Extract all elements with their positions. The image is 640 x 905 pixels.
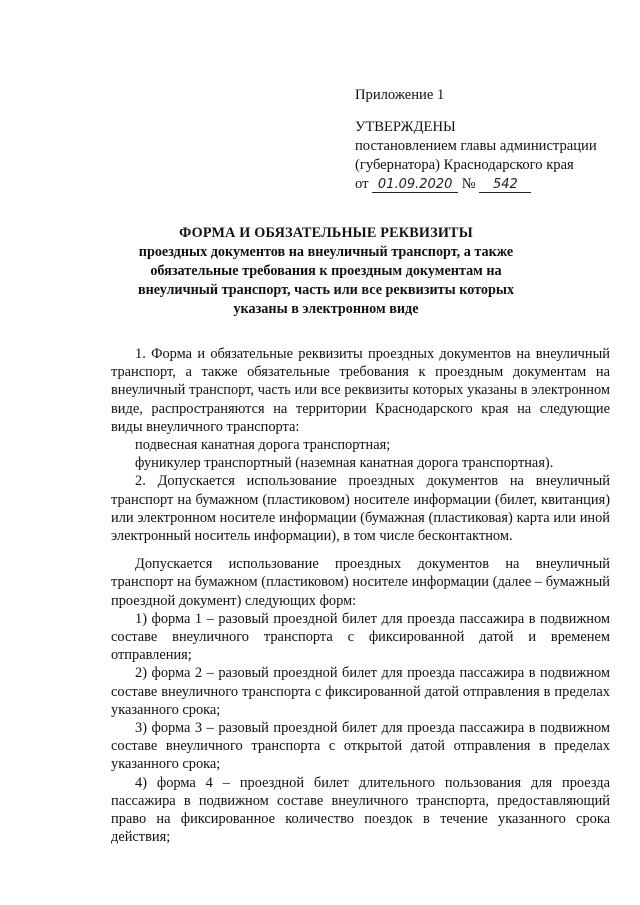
heading-line-3: внеуличный транспорт, часть или все реквизиты которых [137, 282, 515, 298]
document-heading [112, 224, 540, 319]
approved-label: УТВЕРЖДЕНЫ [355, 119, 456, 135]
heading-line-1: проездных документов на внеуличный транспорт, а также [138, 244, 514, 260]
heading-line-4: указаны в электронном виде [233, 301, 419, 317]
list-item-1: 1) форма 1 – разовый проездной билет для проезда пассажира в подвижном составе внеуличного транспорта с фиксированной датой и временем отправления; [111, 610, 610, 664]
heading-line-2: обязательные требования к проездным документам на [150, 263, 502, 279]
from-label: от [355, 176, 369, 192]
paragraph-3: Допускается использование проездных документов на внеуличный транспорт на бумажном (пластиковом) носителе информации (далее – бумажный проездной документ) следующих форм: [111, 556, 610, 609]
handwritten-number: 542 [479, 177, 531, 193]
heading-title: ФОРМА И ОБЯЗАТЕЛЬНЫЕ РЕКВИЗИТЫ [179, 225, 473, 241]
paragraph-2: 2. Допускается использование проездных документов на внеуличный транспорт на бумажном (пластиковом) носителе информации (билет, квитанция) или электронном носителе информации (бумажная (пластиковая) карта или иной электронный носитель информации), в том числе бесконтактном. [111, 473, 610, 545]
paragraph-1-item-b: фуникулер транспортный (наземная канатная дорога транспортная). [135, 455, 554, 472]
approval-line-2: (губернатора) Краснодарского края [355, 157, 574, 173]
paragraph-1-item-a: подвесная канатная дорога транспортная; [135, 437, 391, 454]
number-label: № [461, 176, 476, 192]
list-item-2: 2) форма 2 – разовый проездной билет для проезда пассажира в подвижном составе внеуличного транспорта с фиксированной датой отправления в пределах указанного срока; [111, 665, 610, 718]
approval-line-1: постановлением главы администрации [355, 138, 597, 154]
list-item-4: 4) форма 4 – проездной билет длительного пользования для проезда пассажира в подвижном составе внеуличного транспорта, предоставляющий право на фиксированное количество поездок в течение указанного срока действия; [111, 774, 610, 846]
handwritten-date: 01.09.2020 [372, 177, 458, 193]
date-number-row [355, 175, 615, 195]
appendix-label: Приложение 1 [355, 87, 445, 103]
list-item-3: 3) форма 3 – разовый проездной билет для проезда пассажира в подвижном составе внеуличного транспорта с открытой датой отправления в пределах указанного срока; [111, 720, 610, 773]
paragraph-1: 1. Форма и обязательные реквизиты проездных документов на внеуличный транспорт, а также обязательные требования к проездным документам на внеуличный транспорт, часть или все реквизиты которых указаны в электронном виде, распространяются на территории Краснодарского края на следующие виды внеуличного транспорта: [111, 346, 610, 435]
document-body [111, 345, 610, 846]
approval-block [355, 86, 615, 195]
